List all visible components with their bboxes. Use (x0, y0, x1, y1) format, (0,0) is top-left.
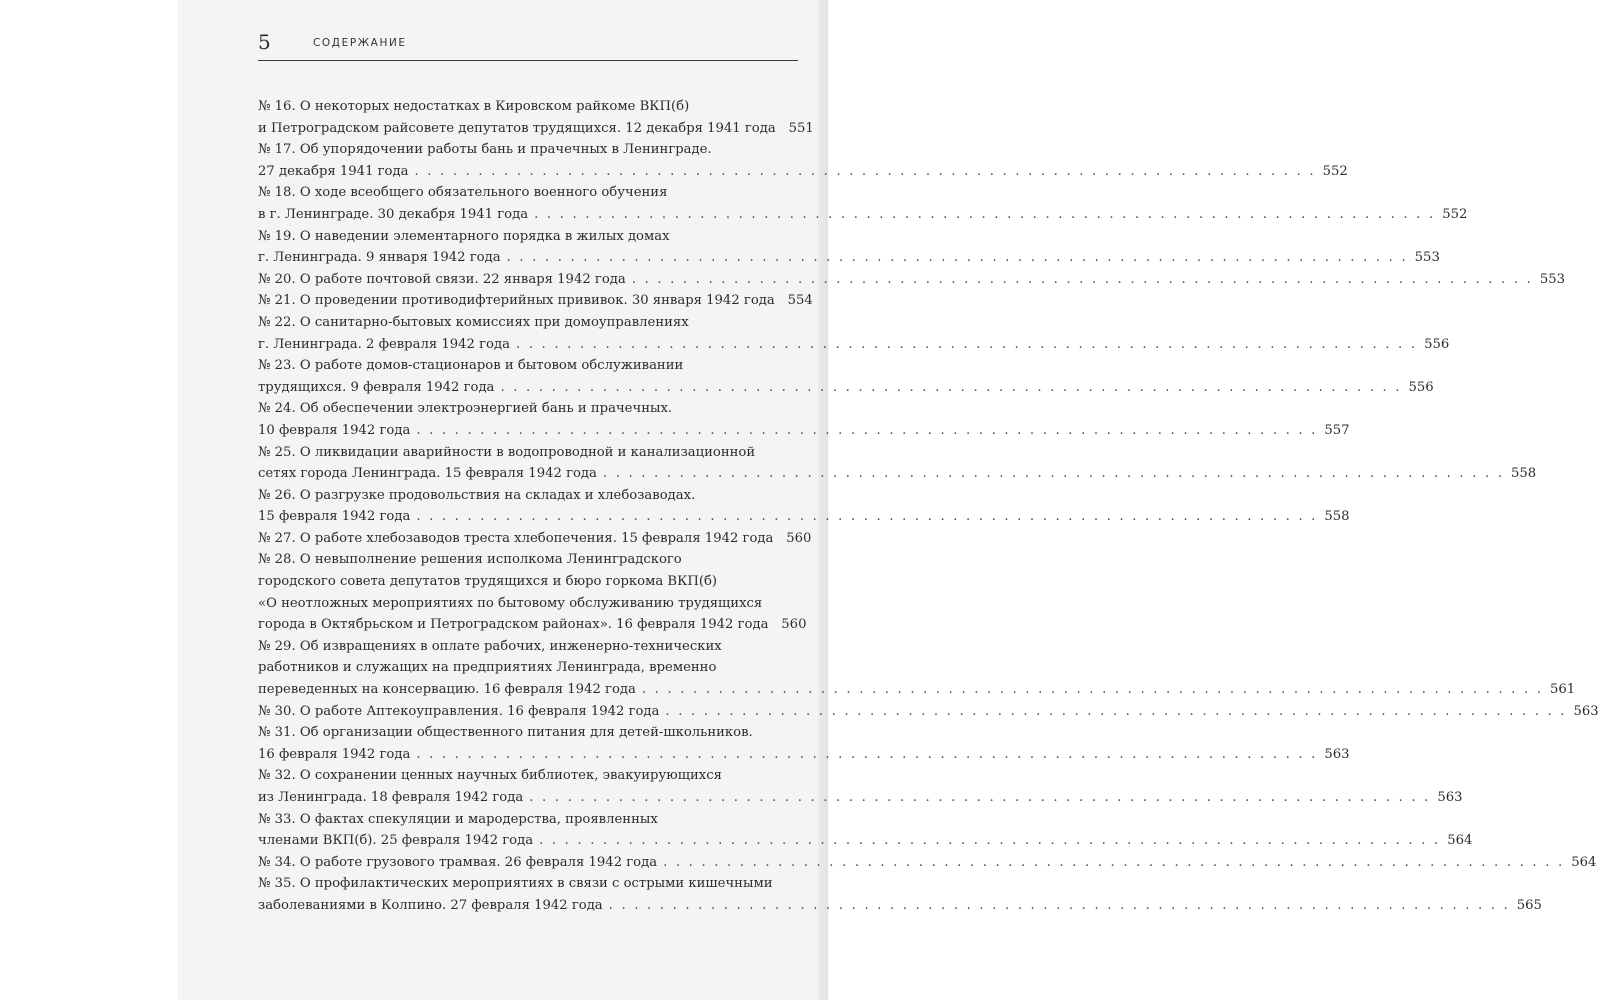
toc-entry-title-line: № 18. О ходе всеобщего обязательного военного обучения (258, 185, 668, 201)
toc-entry-last-line (258, 377, 1434, 399)
toc-entry-last-line (258, 290, 813, 312)
dot-leader: . . . . . . . . . . . . . . . . . . . . . . . . . . . . . . . . . . . . . . . . . . . . . . . . . . . . . . . . . . . . . . . . . . . . . . . (665, 703, 1567, 719)
toc-entry-title-line: № 21. О проведении противодифтерийных прививок. 30 января 1942 года (258, 293, 775, 309)
toc-page-number: 552 (1322, 163, 1348, 179)
toc-entry-title-line: № 28. О невыполнение решения исполкома Ленинградского (258, 552, 682, 568)
toc-entry (258, 528, 812, 550)
dot-leader: . . . . . . . . . . . . . . . . . . . . . . . . . . . . . . . . . . . . . . . . . . . . . . . . . . . . . . . . . . . . . . . . . . . . . . . (416, 422, 1318, 438)
toc-entry-title-line: 15 февраля 1942 года (258, 509, 411, 525)
toc-entry-title-line: № 26. О разгрузке продовольствия на складах и хлебозаводах. (258, 487, 696, 503)
dot-leader: . . . . . . . . . . . . . . . . . . . . . . . . . . . . . . . . . . . . . . . . . . . . . . . . . . . . . . . . . . . . . . . . . . . . . . . (416, 746, 1318, 762)
toc-entry-last-line (258, 506, 1350, 528)
toc-entry-title-line: городского совета депутатов трудящихся и бюро горкома ВКП(б) (258, 574, 718, 590)
toc-entry-last-line (258, 463, 1537, 485)
toc-page-number: 554 (787, 293, 813, 309)
toc-entry-title-line: в г. Ленинграде. 30 декабря 1941 года (258, 206, 529, 222)
toc-entry-title-line: № 20. О работе почтовой связи. 22 января 1942 года (258, 271, 626, 287)
toc-page-number: 563 (1573, 703, 1599, 719)
toc-entry-last-line (258, 614, 807, 636)
toc-page-number: 561 (1549, 682, 1576, 698)
toc-entry-title-line: «О неотложных мероприятиях по бытовому обслуживанию трудящихся (258, 595, 763, 611)
dot-leader: . . . . . . . . . . . . . . . . . . . . . . . . . . . . . . . . . . . . . . . . . . . . . . . . . . . . . . . . . . . . . . . . . . . . . . . (529, 790, 1431, 805)
toc-entry-title-line: переведенных на консервацию. 16 февраля 1942 года (258, 682, 636, 698)
toc-entry-title-line: № 17. Об упорядочении работы бань и прачечных в Ленинграде. (258, 142, 712, 158)
dot-leader: . . . . . . . . . . . . . . . . . . . . . . . . . . . . . . . . . . . . . . . . . . . . . . . . . . . . . . . . . . . . . . . . . . . . . . . (416, 509, 1318, 525)
toc-entry (258, 873, 1542, 916)
dot-leader: . . . . . . . . . . . . . . . . . . . . . . . . . . . . . . . . . . . . . . . . . . . . . . . . . . . . . . . . . . . . . . . . . . . . . . . (414, 163, 1316, 179)
dot-leader: . . . . . . . . . . . . . . . . . . . . . . . . . . . . . . . . . . . . . . . . . . . . . . . . . . . . . . . . . . . . . . . . . . . . . . . (663, 854, 1565, 870)
toc-entry-title-line: 27 декабря 1941 года (258, 163, 409, 179)
toc-entry-title-line: 16 февраля 1942 года (258, 746, 411, 762)
page-header (258, 30, 798, 61)
toc-entry-title-line: № 31. Об организации общественного питания для детей-школьников. (258, 725, 753, 741)
dot-leader: . . . . . . . . . . . . . . . . . . . . . . . . . . . . . . . . . . . . . . . . . . . . . . . . . . . . . . . . . . . . . . . . . . . . . . . (631, 271, 1534, 287)
toc-page-number: 551 (788, 120, 814, 136)
toc-entry-title-line: г. Ленинграда. 2 февраля 1942 года (258, 336, 510, 352)
toc-entry (258, 765, 1463, 808)
toc-page-number: 560 (781, 617, 807, 633)
toc-entry-title-line: 10 февраля 1942 года (258, 422, 411, 438)
toc-page-number: 556 (1408, 379, 1434, 395)
toc-page-number: 553 (1414, 250, 1440, 266)
toc-entry (258, 722, 1350, 765)
toc-entry (258, 312, 1450, 355)
toc-entry (258, 355, 1434, 398)
toc-page-number: 556 (1424, 336, 1450, 352)
dot-leader: . . . . . . . . . . . . . . . . . . . . . . . . . . . . . . . . . . . . . . . . . . . . . . . . . . . . . . . . . . . . . . . . . . . . . . . (534, 206, 1436, 222)
running-title: СОДЕРЖАНИЕ (313, 37, 407, 49)
toc-page-number: 553 (1539, 271, 1566, 287)
toc-entry-title-line: № 22. О санитарно-бытовых комиссиях при домоуправлениях (258, 314, 689, 330)
toc-entry-title-line: № 27. О работе хлебозаводов треста хлебопечения. 15 февраля 1942 года (258, 530, 774, 546)
toc-entry (258, 852, 1597, 874)
toc-entry (258, 96, 814, 139)
toc-entry-last-line (258, 895, 1542, 917)
dot-leader: . . . . . . . . . . . . . . . . . . . . . . . . . . . . . . . . . . . . . . . . . . . . . . . . . . . . . . . . . . . . . . . . . . . . . . . (500, 379, 1402, 395)
dot-leader: . . . . . . . . . . . . . . . . . . . . . . . . . . . . . . . . . . . . . . . . . . . . . . . . . . . . . . . . . . . . . . . . . . . . . . . (608, 897, 1510, 913)
toc-entry (258, 809, 1473, 852)
toc-entry (258, 636, 1576, 701)
dot-leader: . . . . . . . . . . . . . . . . . . . . . . . . . . . . . . . . . . . . . . . . . . . . . . . . . . . . . . . . . . . . . . . . . . . . . . . (515, 336, 1418, 352)
page-number: 5 (258, 30, 271, 54)
toc-entry-title-line: № 16. О некоторых недостатках в Кировском райкоме ВКП(б) (258, 99, 690, 114)
toc-entry (258, 290, 813, 312)
toc-entry-title-line: № 34. О работе грузового трамвая. 26 февраля 1942 года (258, 854, 658, 870)
toc-entry-title-line: заболеваниями в Колпино. 27 февраля 1942 года (258, 897, 603, 913)
dot-leader: . . . . . . . . . . . . . . . . . . . . . . . . . . . . . . . . . . . . . . . . . . . . . . . . . . . . . . . . . . . . . . . . . . . . . . . (539, 833, 1441, 849)
toc-page-number: 557 (1324, 422, 1350, 438)
toc-entry-last-line (258, 852, 1597, 874)
toc-entry-last-line (258, 830, 1473, 852)
book-page (178, 0, 1599, 1000)
toc-entry-last-line (258, 744, 1350, 766)
toc-page-number: 563 (1437, 790, 1463, 805)
toc-entry (258, 442, 1537, 485)
dot-leader: . . . . . . . . . . . . . . . . . . . . . . . . . . . . . . . . . . . . . . . . . . . . . . . . . . . . . . . . . . . . . . . . . . . . . . . (602, 466, 1505, 482)
toc-entry-last-line (258, 701, 1599, 723)
toc-entry-last-line (258, 269, 1566, 291)
toc-page-number: 564 (1447, 833, 1473, 849)
toc-entry (258, 269, 1566, 291)
toc-entry-title-line: трудящихся. 9 февраля 1942 года (258, 379, 495, 395)
toc-entry (258, 701, 1599, 723)
toc-entry (258, 549, 807, 635)
toc-page-number: 560 (786, 530, 812, 546)
toc-entry-last-line (258, 204, 1468, 226)
toc-entry-title-line: из Ленинграда. 18 февраля 1942 года (258, 790, 524, 805)
toc-entry-title-line: города в Октябрьском и Петроградском районах». 16 февраля 1942 года (258, 617, 769, 633)
toc-page-number: 558 (1511, 466, 1537, 482)
toc-entry (258, 139, 1348, 182)
toc-entry-last-line (258, 787, 1463, 809)
toc-entry-title-line: № 19. О наведении элементарного порядка в жилых домах (258, 228, 670, 244)
toc-entry-title-line: № 33. О фактах спекуляции и мародерства, проявленных (258, 811, 658, 827)
toc-entry-title-line: № 23. О работе домов-стационаров и бытовом обслуживании (258, 358, 684, 374)
toc-page-number: 558 (1324, 509, 1350, 525)
toc-page-number: 552 (1442, 206, 1468, 222)
toc-entry-title-line: № 32. О сохранении ценных научных библиотек, эвакуирующихся (258, 768, 722, 784)
toc-entry-title-line: сетях города Ленинграда. 15 февраля 1942 года (258, 466, 597, 482)
dot-leader: . . . . . . . . . . . . . . . . . . . . . . . . . . . . . . . . . . . . . . . . . . . . . . . . . . . . . . . . . . . . . . . . . . . . . . . (641, 682, 1544, 698)
toc-page-number: 564 (1571, 854, 1597, 870)
toc-entry-title-line: г. Ленинграда. 9 января 1942 года (258, 250, 501, 266)
toc-entry-title-line: работников и служащих на предприятиях Ленинграда, временно (258, 660, 717, 676)
toc-entry-title-line: № 30. О работе Аптекоуправления. 16 февраля 1942 года (258, 703, 660, 719)
toc-entry (258, 182, 1468, 225)
toc-entry-last-line (258, 334, 1450, 356)
toc-entry-title-line: и Петроградском райсовете депутатов трудящихся. 12 декабря 1941 года (258, 120, 776, 136)
toc-entry-title-line: № 25. О ликвидации аварийности в водопроводной и канализационной (258, 444, 756, 460)
toc-entry-title-line: № 29. Об извращениях в оплате рабочих, инженерно-технических (258, 638, 722, 654)
toc-page-number: 565 (1516, 897, 1542, 913)
toc-entry-title-line: членами ВКП(б). 25 февраля 1942 года (258, 833, 534, 849)
toc-entry-last-line (258, 679, 1576, 701)
dot-leader: . . . . . . . . . . . . . . . . . . . . . . . . . . . . . . . . . . . . . . . . . . . . . . . . . . . . . . . . . . . . . . . . . . . . . . . (506, 250, 1408, 266)
toc-entry-title-line: № 35. О профилактических мероприятиях в связи с острыми кишечными (258, 876, 773, 892)
toc-entry (258, 485, 1350, 528)
toc-entry-last-line (258, 118, 814, 140)
toc-page-number: 563 (1324, 746, 1350, 762)
toc-entry-last-line (258, 420, 1350, 442)
toc-entry-title-line: № 24. Об обеспечении электроэнергией бань и прачечных. (258, 401, 673, 417)
toc-entry (258, 398, 1350, 441)
table-of-contents (258, 96, 1599, 917)
toc-entry-last-line (258, 161, 1348, 183)
toc-entry-last-line (258, 247, 1440, 269)
toc-entry-last-line (258, 528, 812, 550)
toc-entry (258, 226, 1440, 269)
